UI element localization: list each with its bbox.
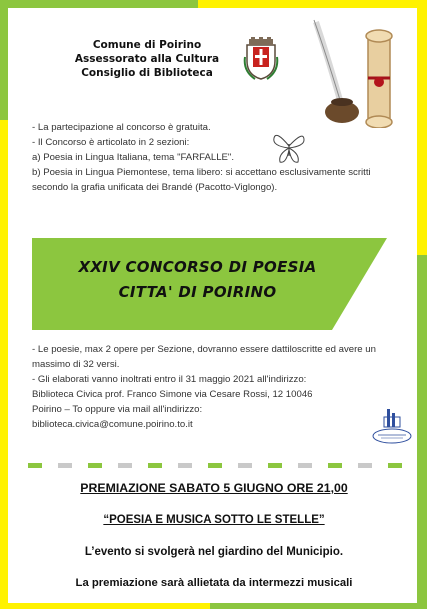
rule-section-piedmontese: b) Poesia in Lingua Piemontese, tema libero: si accettano esclusivamente scritti secondo la grafia unificata dei Brandé (Pacotto-Viglongo). (32, 167, 371, 193)
library-logo-icon (372, 405, 412, 445)
rule-sections: - Il Concorso è articolato in 2 sezioni: (32, 137, 190, 148)
detail-poem-limits: - Le poesie, max 2 opere per Sezione, dovranno essere dattiloscritte ed avere un massimo di 32 versi. (32, 344, 376, 370)
quill-inkwell-scroll-icon (310, 18, 406, 128)
contest-title (32, 255, 363, 305)
green-frame-top (0, 0, 198, 8)
yellow-frame-bottom (0, 603, 210, 609)
yellow-frame-top (198, 0, 427, 8)
detail-email: biblioteca.civica@comune.poirino.to.it (32, 419, 193, 430)
detail-address: Biblioteca Civica prof. Franco Simone via Cesare Rossi, 12 10046 (32, 389, 313, 400)
poirino-crest-icon (243, 37, 279, 81)
award-date: PREMIAZIONE SABATO 5 GIUGNO ORE 21,00 (80, 481, 348, 495)
dashed-divider (28, 463, 408, 468)
yellow-frame-left (0, 120, 8, 609)
detail-email-intro: Poirino – To oppure via mail all'indirizzo: (32, 404, 203, 415)
rule-free-entry: - La partecipazione al concorso è gratuita. (32, 122, 211, 133)
header-council: Consiglio di Biblioteca (81, 67, 213, 79)
title-banner (32, 238, 387, 330)
green-frame-right (417, 255, 427, 609)
header-department: Assessorato alla Cultura (74, 53, 220, 65)
butterfly-icon (272, 128, 306, 166)
detail-deadline: - Gli elaborati vanno inoltrati entro il 31 maggio 2021 all'indirizzo: (32, 374, 307, 385)
event-location: L’evento si svolgerà nel giardino del Municipio. (84, 546, 344, 558)
event-theme: “POESIA E MUSICA SOTTO LE STELLE” (103, 514, 325, 526)
header-municipality: Comune di Poirino (92, 39, 202, 51)
rule-section-italian: a) Poesia in Lingua Italiana, tema "FARFALLE". (32, 152, 234, 163)
contest-title-line2: CITTA' DI POIRINO (118, 283, 277, 301)
contest-title-line1: XXIV CONCORSO DI POESIA (78, 258, 317, 276)
green-frame-left (0, 0, 8, 120)
yellow-frame-right (417, 0, 427, 255)
event-music-note: La premiazione sarà allietata da intermezzi musicali (75, 577, 353, 589)
rules-text (32, 120, 382, 195)
organizer-header (62, 38, 232, 80)
submission-details (32, 342, 397, 432)
green-frame-bottom (210, 603, 427, 609)
